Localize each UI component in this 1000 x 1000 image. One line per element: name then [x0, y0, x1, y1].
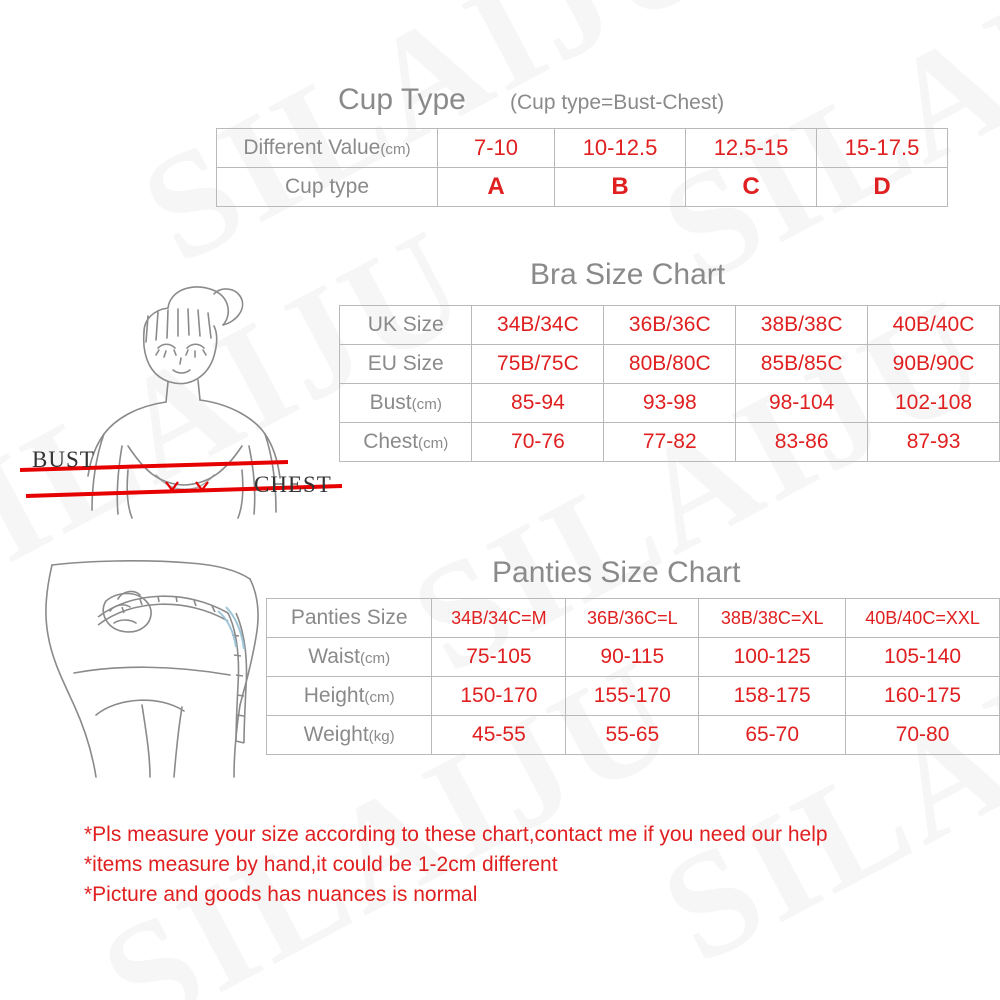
- bra-row-label-main: UK Size: [367, 313, 444, 336]
- bra-row-label-unit: (cm): [411, 396, 442, 413]
- cup-type-title: Cup Type: [338, 83, 466, 116]
- bra-value-cell: 70-76: [472, 423, 604, 462]
- bra-row-label-main: Bust: [369, 391, 412, 414]
- bust-label: BUST: [32, 447, 95, 472]
- table-row: [267, 638, 1000, 677]
- note-line: *Pls measure your size according to these chart,contact me if you need our help: [84, 823, 828, 846]
- panties-value-cell: 65-70: [699, 716, 846, 755]
- panties-value-cell: 158-175: [699, 677, 846, 716]
- bra-value-cell: 87-93: [868, 423, 1000, 462]
- panties-value-cell: 90-115: [566, 638, 699, 677]
- cup-value-cell: D: [817, 168, 948, 207]
- bra-row-label: [340, 423, 472, 462]
- bra-value-cell: 98-104: [736, 384, 868, 423]
- note-line: *Picture and goods has nuances is normal: [84, 883, 478, 906]
- bra-row-label: [340, 306, 472, 345]
- notes-block: [84, 820, 828, 910]
- bra-value-cell: 85B/85C: [736, 345, 868, 384]
- bra-row-label: [340, 345, 472, 384]
- bra-value-cell: 38B/38C: [736, 306, 868, 345]
- bra-value-cell: 102-108: [868, 384, 1000, 423]
- cup-row-label: [217, 129, 438, 168]
- table-row: [340, 306, 1000, 345]
- bust-measurement-figure: [18, 270, 358, 545]
- panties-row-label-unit: (cm): [359, 650, 391, 667]
- cup-value-cell: 15-17.5: [817, 129, 948, 168]
- panties-row-label-main: Waist: [308, 645, 360, 668]
- bra-value-cell: 90B/90C: [868, 345, 1000, 384]
- cup-value-cell: 10-12.5: [555, 129, 686, 168]
- cup-value-cell: A: [438, 168, 555, 207]
- bra-value-cell: 40B/40C: [868, 306, 1000, 345]
- table-row: [340, 423, 1000, 462]
- panties-value-cell: 100-125: [699, 638, 846, 677]
- table-row: [267, 599, 1000, 638]
- bra-value-cell: 80B/80C: [604, 345, 736, 384]
- cup-row-label-unit: (cm): [380, 141, 411, 158]
- panties-size-table: [266, 598, 1000, 755]
- panties-value-cell: 34B/34C=M: [432, 599, 566, 638]
- panties-value-cell: 70-80: [846, 716, 1000, 755]
- panties-row-label-main: Weight: [303, 723, 369, 746]
- table-row: [340, 345, 1000, 384]
- bust-figure-svg: [18, 270, 358, 540]
- panties-value-cell: 155-170: [566, 677, 699, 716]
- cup-row-label: Cup type: [217, 168, 438, 207]
- panties-row-label-unit: (cm): [364, 689, 395, 706]
- bra-value-cell: 85-94: [472, 384, 604, 423]
- panties-size-chart-title: Panties Size Chart: [492, 556, 741, 589]
- note-line: *items measure by hand,it could be 1-2cm different: [84, 853, 558, 876]
- panties-value-cell: 55-65: [566, 716, 699, 755]
- table-row: [217, 129, 948, 168]
- cup-type-subtitle: (Cup type=Bust-Chest): [510, 91, 725, 114]
- cup-row-label-main: Different Value: [243, 136, 381, 159]
- table-row: [267, 716, 1000, 755]
- cup-type-table: [216, 128, 948, 207]
- cup-value-cell: 12.5-15: [686, 129, 817, 168]
- panties-row-label-main: Height: [303, 684, 365, 707]
- cup-value-cell: B: [555, 168, 686, 207]
- bra-value-cell: 93-98: [604, 384, 736, 423]
- bra-value-cell: 34B/34C: [472, 306, 604, 345]
- table-row: [340, 384, 1000, 423]
- waist-figure-svg: [22, 555, 292, 785]
- bra-value-cell: 83-86: [736, 423, 868, 462]
- bra-value-cell: 36B/36C: [604, 306, 736, 345]
- bra-size-table: [339, 305, 1000, 462]
- table-row: [267, 677, 1000, 716]
- bra-row-label-main: Chest: [363, 430, 419, 453]
- bra-size-chart-title: Bra Size Chart: [530, 258, 726, 291]
- bra-row-label: [340, 384, 472, 423]
- cup-value-cell: 7-10: [438, 129, 555, 168]
- panties-value-cell: 75-105: [432, 638, 566, 677]
- panties-value-cell: 36B/36C=L: [566, 599, 699, 638]
- panties-value-cell: 105-140: [846, 638, 1000, 677]
- panties-value-cell: 45-55: [432, 716, 566, 755]
- bra-row-label-main: EU Size: [367, 352, 444, 375]
- panties-value-cell: 160-175: [846, 677, 1000, 716]
- panties-row-label-unit: (kg): [368, 728, 395, 745]
- waist-measurement-figure: [22, 555, 292, 790]
- panties-value-cell: 38B/38C=XL: [699, 599, 846, 638]
- chest-label: CHEST: [254, 472, 332, 497]
- cup-value-cell: C: [686, 168, 817, 207]
- bra-value-cell: 77-82: [604, 423, 736, 462]
- bra-row-label-unit: (cm): [418, 435, 449, 452]
- panties-value-cell: 150-170: [432, 677, 566, 716]
- bra-value-cell: 75B/75C: [472, 345, 604, 384]
- panties-row-label: Panties Size: [267, 599, 432, 638]
- panties-value-cell: 40B/40C=XXL: [846, 599, 1000, 638]
- table-row: [217, 168, 948, 207]
